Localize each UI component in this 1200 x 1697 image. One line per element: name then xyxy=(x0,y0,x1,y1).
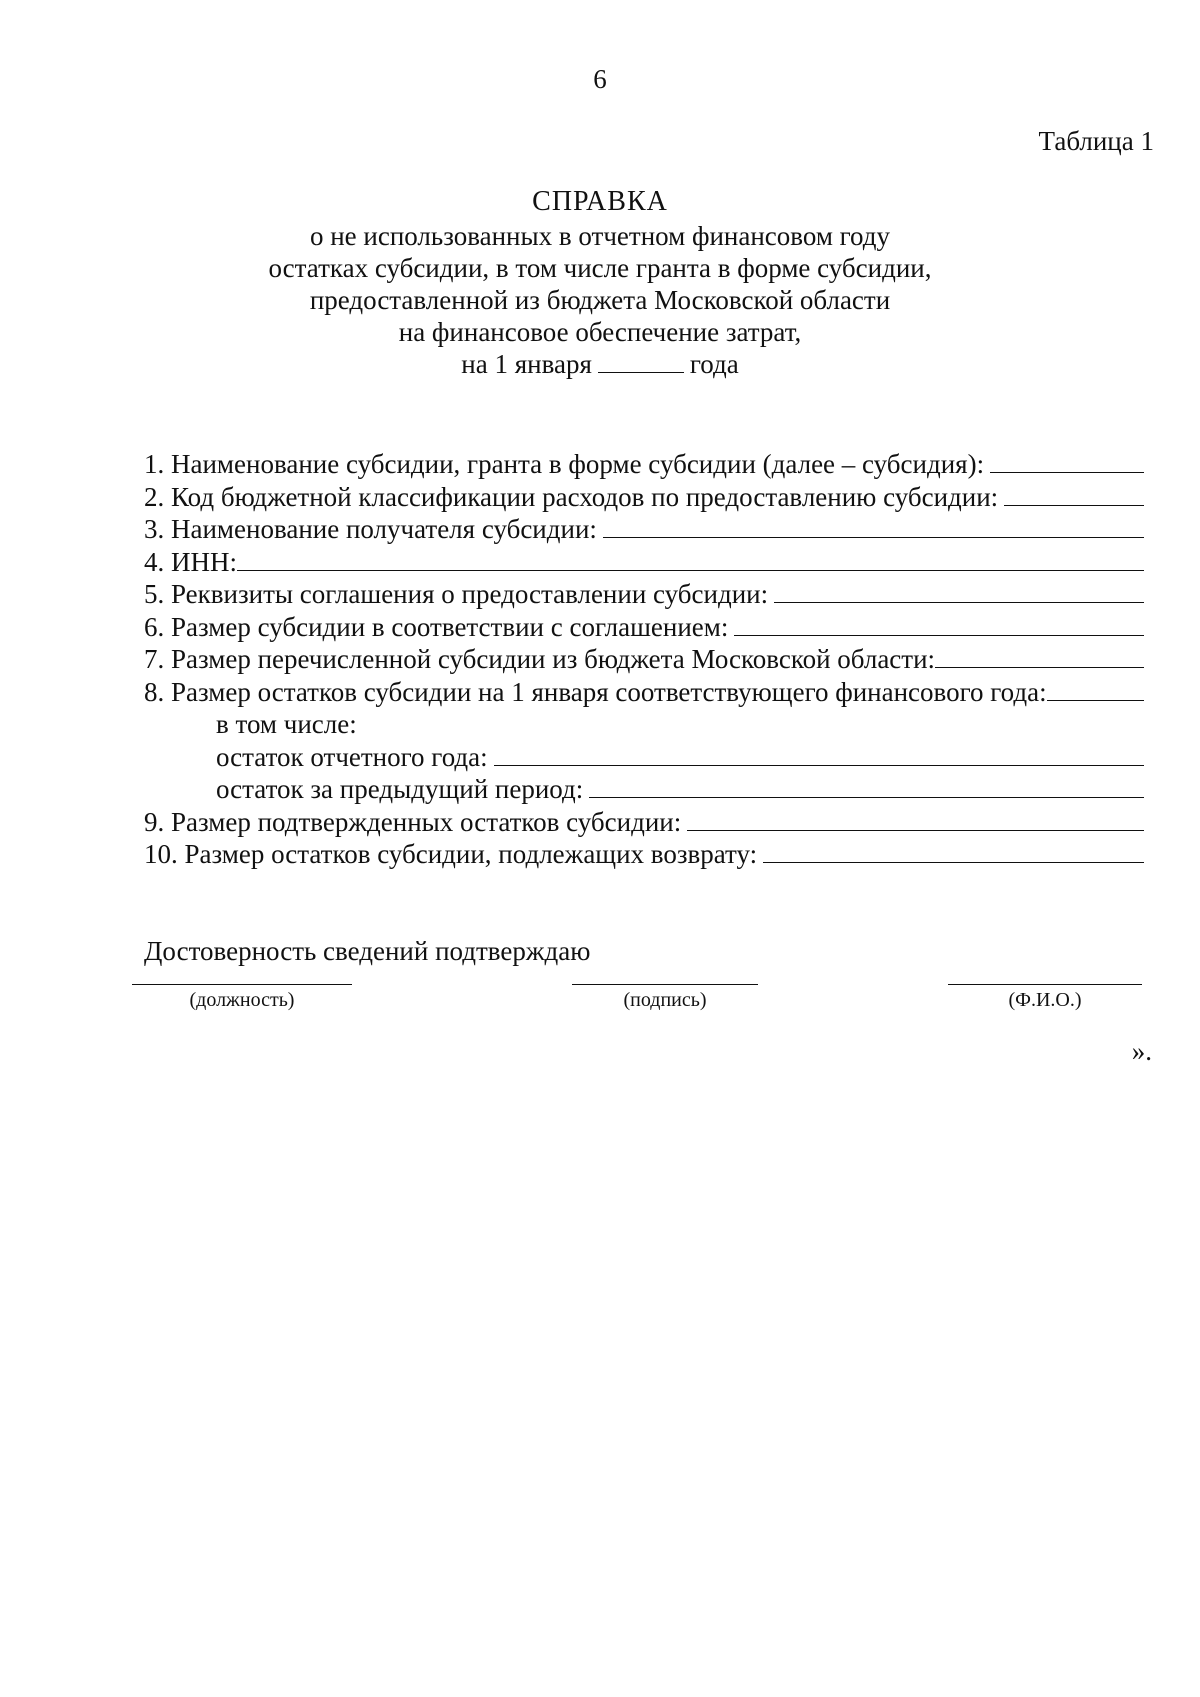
subtitle-line-3: предоставленной из бюджета Московской области xyxy=(309,285,891,315)
form-item-label: 5. Реквизиты соглашения о предоставлении субсидии: xyxy=(144,579,769,609)
form-item-10 xyxy=(144,839,1144,872)
date-suffix: года xyxy=(689,349,739,379)
form-item-blank[interactable] xyxy=(237,548,1144,571)
closing-quote: ». xyxy=(1131,1036,1152,1066)
form-item-label: 2. Код бюджетной классификации расходов по предоставлению субсидии: xyxy=(144,481,999,512)
form-item-label: 1. Наименование субсидии, гранта в форме субсидии (далее – субсидия): xyxy=(144,449,985,479)
form-item-3 xyxy=(144,514,1144,547)
subtitle-line-5 xyxy=(0,348,1200,380)
table-label: Таблица 1 xyxy=(1038,126,1154,156)
form-item-blank[interactable] xyxy=(990,450,1144,473)
form-item-blank[interactable] xyxy=(1047,678,1144,701)
signature-sign xyxy=(572,984,758,1012)
signature-position-line[interactable] xyxy=(132,984,352,985)
form-item-spacer xyxy=(363,711,1144,733)
form-item-8 xyxy=(144,677,1144,710)
form-item-label: 6. Размер субсидии в соответствии с соглашением: xyxy=(144,611,729,642)
form-item-8-previous-period xyxy=(144,774,1144,807)
form-item-6 xyxy=(144,612,1144,645)
form-item-8-including xyxy=(144,709,1144,742)
subtitle-line-1: о не использованных в отчетном финансовом году xyxy=(309,221,891,251)
form-item-label: 4. ИНН: xyxy=(144,546,237,577)
signature-name-line[interactable] xyxy=(948,984,1142,985)
form-item-label: остаток отчетного года: xyxy=(216,741,488,772)
date-prefix: на 1 января xyxy=(461,349,592,379)
form-item-label: 9. Размер подтвержденных остатков субсидии: xyxy=(144,806,682,837)
form-item-blank[interactable] xyxy=(494,743,1144,766)
signature-sign-line[interactable] xyxy=(572,984,758,985)
form-item-blank[interactable] xyxy=(734,613,1144,636)
form-item-label: 7. Размер перечисленной субсидии из бюджета Московской области: xyxy=(144,644,936,674)
signature-name xyxy=(948,984,1142,1012)
form-item-5 xyxy=(144,579,1144,612)
form-item-label: 8. Размер остатков субсидии на 1 января соответствующего финансового года: xyxy=(144,676,1047,707)
form-item-7 xyxy=(144,644,1144,677)
form-item-8-current-year xyxy=(144,742,1144,775)
year-blank[interactable] xyxy=(598,350,684,373)
form-item-blank[interactable] xyxy=(774,580,1144,603)
page-number: 6 xyxy=(593,64,607,94)
form-item-blank[interactable] xyxy=(935,645,1144,668)
form-item-blank[interactable] xyxy=(687,808,1144,831)
signature-position-caption: (должность) xyxy=(189,989,295,1011)
signature-position xyxy=(132,984,352,1012)
form-item-blank[interactable] xyxy=(1004,483,1144,506)
subtitle-line-4: на финансовое обеспечение затрат, xyxy=(398,317,802,347)
signature-sign-caption: (подпись) xyxy=(623,989,707,1011)
form-item-label: остаток за предыдущий период: xyxy=(216,774,584,804)
confirmation-text: Достоверность сведений подтверждаю xyxy=(144,936,591,966)
form-item-label: 3. Наименование получателя субсидии: xyxy=(144,514,597,544)
form-item-blank[interactable] xyxy=(589,775,1144,798)
document-title: СПРАВКА xyxy=(532,186,668,217)
form-item-1 xyxy=(144,449,1144,482)
form-item-9 xyxy=(144,807,1144,840)
form-item-blank[interactable] xyxy=(603,515,1144,538)
form-item-label: 10. Размер остатков субсидии, подлежащих возврату: xyxy=(144,839,758,869)
subtitle-line-2: остатках субсидии, в том числе гранта в форме субсидии, xyxy=(268,253,932,283)
document-subtitle xyxy=(0,220,1200,380)
form-items xyxy=(144,449,1144,872)
form-item-blank[interactable] xyxy=(763,840,1144,863)
form-item-4 xyxy=(144,547,1144,580)
signature-name-caption: (Ф.И.О.) xyxy=(1008,989,1082,1011)
form-item-2 xyxy=(144,482,1144,515)
form-item-label: в том числе: xyxy=(216,709,357,739)
